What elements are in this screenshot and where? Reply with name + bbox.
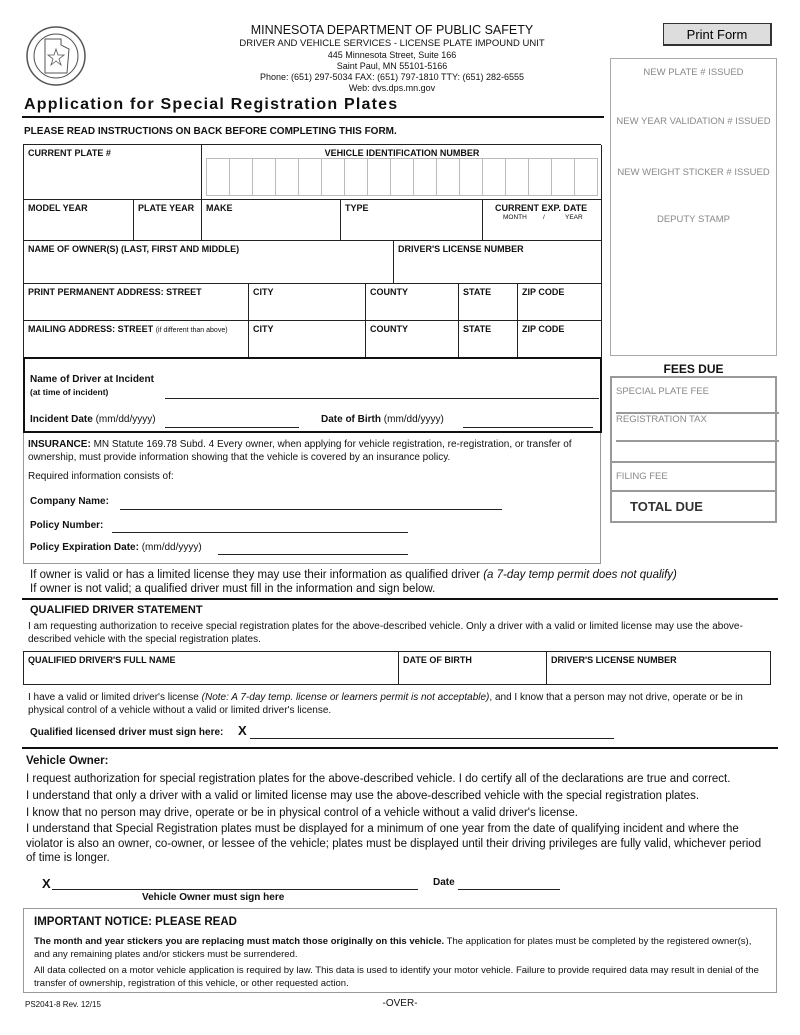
policy-expiration-input[interactable]: [218, 554, 408, 555]
owner-note-line1: If owner is valid or has a limited license they may use their information as qualified driver: [30, 569, 484, 581]
qualified-dl-field[interactable]: [547, 652, 771, 684]
vehicle-owner-table: [23, 144, 601, 358]
page-title: Application for Special Registration Plates: [24, 96, 399, 113]
qualified-signature-line[interactable]: [250, 738, 614, 739]
vin-char-box[interactable]: [230, 159, 253, 195]
driver-dob-input[interactable]: [463, 427, 593, 428]
table-perm-street: PRINT PERMANENT ADDRESS: STREET: [28, 287, 202, 297]
table-make: MAKE: [206, 203, 233, 213]
print-form-button[interactable]: Print Form: [663, 23, 772, 46]
perm-state-field[interactable]: [459, 284, 518, 321]
table-state: STATE: [463, 324, 492, 334]
address-street: 445 Minnesota Street, Suite 166: [327, 50, 457, 60]
table-plate-year: PLATE YEAR: [138, 203, 195, 213]
owner-note-line2: If owner is not valid; a qualified driver must fill in the information and sign below.: [30, 583, 436, 595]
vin-char-box[interactable]: [299, 159, 322, 195]
table-vin: VEHICLE IDENTIFICATION NUMBER: [324, 148, 480, 158]
incident-date-input[interactable]: [165, 427, 299, 428]
vehicle-owner-p4: I understand that Special Registration plates must be displayed for a minimum of one year from the date of qualifying incident and where the violator is also an owner, co-owner, or lessee of the vehicle; plates must be displayed until their driving privileges are fully valid, whichever period of time is longer.: [26, 823, 762, 864]
mail-zip-field[interactable]: [518, 321, 602, 358]
vehicle-owner-heading: Vehicle Owner:: [26, 755, 109, 767]
current-plate-field[interactable]: [24, 145, 202, 200]
phone-line: Phone: (651) 297-5034 FAX: (651) 797-1810 TTY: (651) 282-6555: [259, 72, 524, 82]
table-county: COUNTY: [370, 324, 408, 334]
important-notice-box: [23, 908, 777, 993]
table-exp-date: CURRENT EXP. DATE: [495, 203, 588, 213]
vin-char-box[interactable]: [506, 159, 529, 195]
notice-p2: All data collected on a motor vehicle application is required by law. This data is used to identify your motor vehicle. Failure to provide required data may result in denial of the transfer of ownership, registration of this vehicle, or other requested action.: [34, 965, 759, 989]
insurance-expiration: Policy Expiration Date:: [30, 542, 139, 553]
insurance-fmt: (mm/dd/yyyy): [141, 542, 202, 553]
qualified-sign: Qualified licensed driver must sign here:: [30, 727, 224, 738]
division-name: DRIVER AND VEHICLE SERVICES - LICENSE PLATE IMPOUND UNIT: [239, 38, 545, 49]
dl-number-field[interactable]: [394, 241, 602, 284]
insurance-section: [23, 433, 601, 564]
policy-number-input[interactable]: [112, 532, 408, 533]
insurance-company: Company Name:: [30, 496, 109, 507]
insurance-heading: INSURANCE:: [28, 439, 91, 450]
table-zip: ZIP CODE: [522, 287, 565, 297]
perm-city-field[interactable]: [249, 284, 366, 321]
table-slash: /: [543, 214, 545, 221]
table-type: TYPE: [345, 203, 369, 213]
vin-char-box[interactable]: [460, 159, 483, 195]
agency-name: MINNESOTA DEPARTMENT OF PUBLIC SAFETY: [250, 23, 534, 37]
owner-name-field[interactable]: [24, 241, 394, 284]
owner-note-line1-em: (a 7-day temp permit does not qualify): [483, 569, 677, 581]
total-due: TOTAL DUE: [630, 499, 703, 514]
notice-p1: The application for plates must be completed by the registered owner(s), and any remaining plates and/or stickers must be surrendered.: [34, 936, 752, 960]
insurance-text: MN Statute 169.78 Subd. 4 Every owner, when applying for vehicle registration, re-registration, or transfer of ownership, must provide information showing that the vehicle is covered by an insurance policy.: [28, 439, 572, 463]
vin-char-box[interactable]: [483, 159, 506, 195]
fees-due-title: FEES DUE: [663, 362, 724, 376]
vehicle-owner-sign: Vehicle Owner must sign here: [142, 892, 285, 903]
fees-table: [610, 376, 777, 523]
vin-char-box[interactable]: [575, 159, 597, 195]
mail-city-field[interactable]: [249, 321, 366, 358]
web-line: Web: dvs.dps.mn.gov: [348, 83, 436, 93]
driver-name-note: (at time of incident): [30, 387, 109, 397]
incident-dob: Date of Birth: [321, 414, 381, 425]
vin-char-box[interactable]: [368, 159, 391, 195]
mail-state-field[interactable]: [459, 321, 518, 358]
title-rule: [22, 116, 604, 118]
blank-fee[interactable]: [612, 434, 775, 463]
table-mail-street: MAILING ADDRESS: STREET: [28, 324, 154, 334]
form-id: PS2041-8 Rev. 12/15: [25, 1000, 101, 1009]
vin-char-box[interactable]: [345, 159, 368, 195]
qualified-text: I am requesting authorization to receive special registration plates for the above-described vehicle. Only a driver with a valid or limited license may use the above-described vehicle with the special registration plates.: [28, 621, 743, 645]
incident-incident-date: Incident Date: [30, 414, 93, 425]
over-label: -OVER-: [382, 998, 418, 1009]
new-plate-label: NEW PLATE # ISSUED: [643, 67, 744, 78]
vin-char-box[interactable]: [207, 159, 230, 195]
qualified-heading: QUALIFIED DRIVER STATEMENT: [30, 604, 203, 616]
incident-fmt: (mm/dd/yyyy): [95, 414, 156, 425]
table-zip: ZIP CODE: [522, 324, 565, 334]
vehicle-owner-p3: I know that no person may drive, operate or be in physical control of a vehicle without a valid driver's license.: [26, 807, 578, 819]
new-weight-label: NEW WEIGHT STICKER # ISSUED: [617, 167, 770, 178]
incident-box: [23, 357, 602, 433]
owner-signature-line[interactable]: [52, 889, 418, 890]
state-seal-logo: [25, 25, 87, 87]
vin-char-box[interactable]: [391, 159, 414, 195]
instructions-note: PLEASE READ INSTRUCTIONS ON BACK BEFORE COMPLETING THIS FORM.: [24, 126, 397, 137]
incident-fmt: (mm/dd/yyyy): [383, 414, 444, 425]
type-field[interactable]: [341, 200, 483, 241]
qualified-dob: DATE OF BIRTH: [403, 655, 472, 665]
filing-fee[interactable]: FILING FEE: [616, 471, 668, 482]
mail-street-field[interactable]: [24, 321, 249, 358]
vin-char-box[interactable]: [276, 159, 299, 195]
vin-field[interactable]: [202, 145, 602, 200]
vin-char-box[interactable]: [529, 159, 552, 195]
perm-zip-field[interactable]: [518, 284, 602, 321]
vehicle-owner-p1: I request authorization for special registration plates for the above-described vehicle. I do certify all of the declarations are true and correct.: [26, 773, 731, 785]
vehicle-owner-p2: I understand that only a driver with a valid or limited license may use the above-described vehicle with the special registration plates.: [26, 790, 700, 802]
vehicle-owner-x: X: [42, 876, 51, 891]
new-year-label: NEW YEAR VALIDATION # ISSUED: [616, 116, 771, 127]
qualified-cert-b: , and I know that a person may not drive, operate or be in physical control of a vehicle without a valid or limited driver's license.: [28, 692, 743, 716]
qualified-driver-table: [23, 651, 771, 685]
model-year-field[interactable]: [24, 200, 134, 241]
table-dl-number: DRIVER'S LICENSE NUMBER: [398, 244, 524, 254]
qualified-cert-em: (Note: A 7-day temp. license or learners permit is not acceptable): [201, 692, 490, 703]
table-owner-name: NAME OF OWNER(S) (LAST, FIRST AND MIDDLE): [28, 244, 240, 254]
agency-header: [190, 23, 594, 94]
qualified-full-name: QUALIFIED DRIVER'S FULL NAME: [28, 655, 176, 665]
qualified-cert-a: I have a valid or limited driver's license: [28, 692, 202, 703]
table-county: COUNTY: [370, 287, 408, 297]
vin-char-box[interactable]: [552, 159, 575, 195]
office-use-box: [610, 58, 777, 356]
deputy-stamp-label: DEPUTY STAMP: [656, 214, 731, 225]
table-mail-note: (if different than above): [155, 327, 228, 334]
perm-street-field[interactable]: [24, 284, 249, 321]
vin-character-boxes: [206, 158, 598, 196]
table-current-plate: CURRENT PLATE #: [28, 148, 111, 158]
table-state: STATE: [463, 287, 492, 297]
company-name-input[interactable]: [120, 509, 502, 510]
plate-year-field[interactable]: [134, 200, 202, 241]
notice-heading: IMPORTANT NOTICE: PLEASE READ: [34, 916, 237, 928]
vehicle-owner-date: Date: [433, 877, 455, 888]
table-month: MONTH: [503, 214, 527, 221]
qualified-name-field[interactable]: [24, 652, 399, 684]
special-plate-fee[interactable]: SPECIAL PLATE FEE: [616, 386, 779, 414]
vin-char-box[interactable]: [437, 159, 460, 195]
vin-char-box[interactable]: [322, 159, 345, 195]
address-city: Saint Paul, MN 55101-5166: [336, 61, 448, 71]
table-model-year: MODEL YEAR: [28, 203, 88, 213]
table-year: YEAR: [565, 214, 583, 221]
make-field[interactable]: [202, 200, 341, 241]
vin-char-box[interactable]: [414, 159, 437, 195]
table-city: CITY: [253, 287, 274, 297]
mail-county-field[interactable]: [366, 321, 459, 358]
notice-p1-bold: The month and year stickers you are replacing must match those originally on this vehicle.: [34, 936, 445, 947]
registration-tax[interactable]: REGISTRATION TAX: [616, 414, 779, 442]
perm-county-field[interactable]: [366, 284, 459, 321]
insurance-policy: Policy Number:: [30, 520, 104, 531]
driver-name-label: Name of Driver at Incident: [30, 374, 154, 385]
owner-date-line[interactable]: [458, 889, 560, 890]
vin-char-box[interactable]: [253, 159, 276, 195]
qualified-dl: DRIVER'S LICENSE NUMBER: [551, 655, 677, 665]
table-city: CITY: [253, 324, 274, 334]
exp-date-field[interactable]: [483, 200, 602, 241]
qualified-x: X: [238, 723, 247, 738]
driver-name-input[interactable]: [165, 398, 599, 399]
insurance-required: Required information consists of:: [28, 471, 174, 482]
qualified-dob-field[interactable]: [399, 652, 547, 684]
